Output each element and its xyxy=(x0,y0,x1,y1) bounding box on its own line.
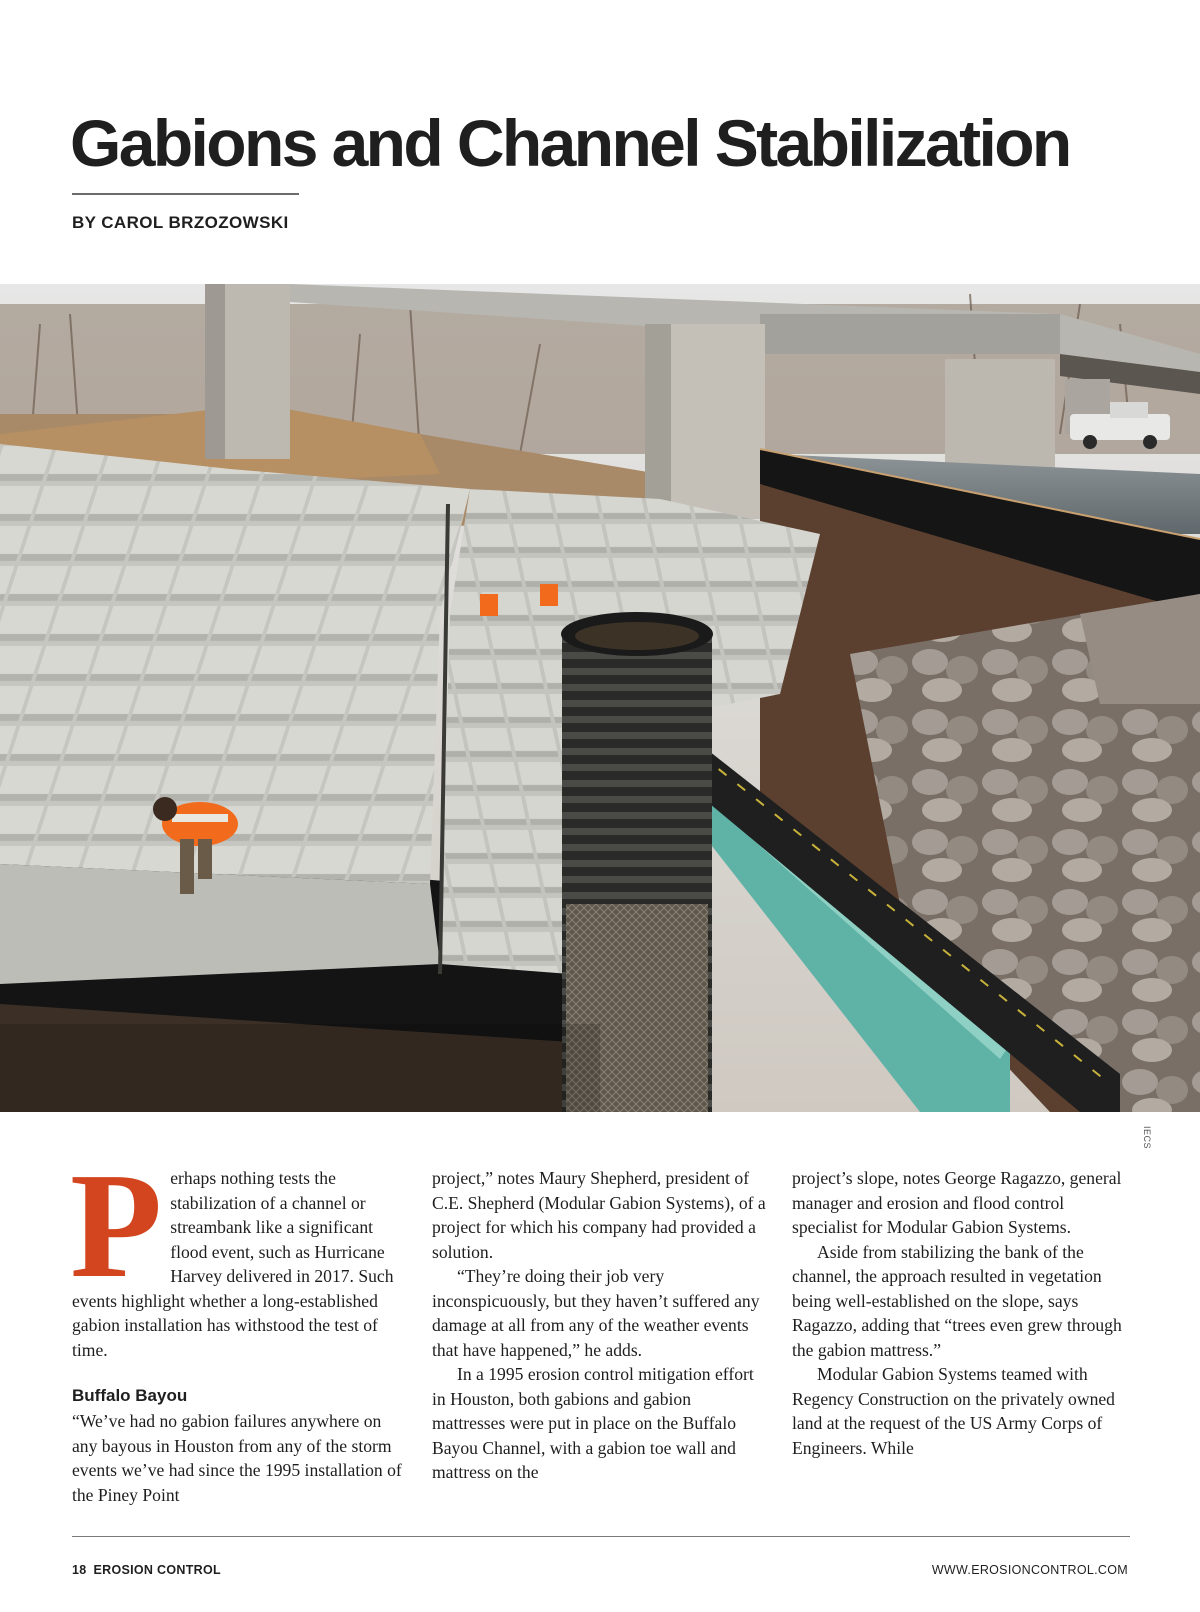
body-paragraph: In a 1995 erosion control mitigation effort in Houston, both gabions and gabion mattresses were put in place on the Buffalo Bayou Channel, with a gabion toe wall and mattress on the xyxy=(432,1364,754,1482)
body-column-3 xyxy=(792,1166,1128,1460)
body-column-2 xyxy=(432,1166,768,1485)
title-rule xyxy=(72,193,299,195)
byline: BY CAROL BRZOZOWSKI xyxy=(72,213,289,232)
footer-rule xyxy=(72,1536,1130,1537)
body-paragraph: Modular Gabion Systems teamed with Regency Construction on the privately owned land at the request of the US Army Corps of Engineers. While xyxy=(792,1364,1115,1458)
body-paragraph: “We’ve had no gabion failures anywhere on any bayous in Houston from any of the storm events we’ve had since the 1995 installation of the Piney Point xyxy=(72,1411,402,1505)
body-paragraph: project’s slope, notes George Ragazzo, general manager and erosion and flood control specialist for Modular Gabion Systems. xyxy=(792,1168,1122,1237)
article-title: Gabions and Channel Stabilization xyxy=(70,106,1070,180)
drop-cap: P xyxy=(70,1141,163,1309)
bridge-construction-photo xyxy=(0,284,1200,1112)
body-paragraph: “They’re doing their job very inconspicuously, but they haven’t suffered any damage at all from any of the weather events that have happened,” he adds. xyxy=(432,1266,760,1360)
section-heading: Buffalo Bayou xyxy=(72,1386,188,1405)
page-number: 18 xyxy=(72,1563,87,1577)
body-paragraph: project,” notes Maury Shepherd, president of C.E. Shepherd (Modular Gabion Systems), of a project for which his company had provided a solution. xyxy=(432,1168,766,1262)
article-photo xyxy=(0,284,1200,1112)
body-column-1 xyxy=(70,1141,408,1507)
intro-paragraph: erhaps nothing tests the stabilization of a channel or streambank like a significant flood event, such as Hurricane Harvey delivered in 2017. Such events highlight whether a long-established gabion installation has withstood the test of time. xyxy=(72,1168,394,1360)
page-folio xyxy=(72,1563,221,1577)
photo-credit: IECS xyxy=(1142,1126,1152,1150)
publication-name: EROSION CONTROL xyxy=(93,1563,221,1577)
website-url[interactable]: WWW.EROSIONCONTROL.COM xyxy=(931,1563,1128,1577)
body-paragraph: Aside from stabilizing the bank of the channel, the approach resulted in vegetation being well-established on the slope, says Ragazzo, adding that “trees even grew through the gabion mattress.” xyxy=(792,1241,1122,1360)
